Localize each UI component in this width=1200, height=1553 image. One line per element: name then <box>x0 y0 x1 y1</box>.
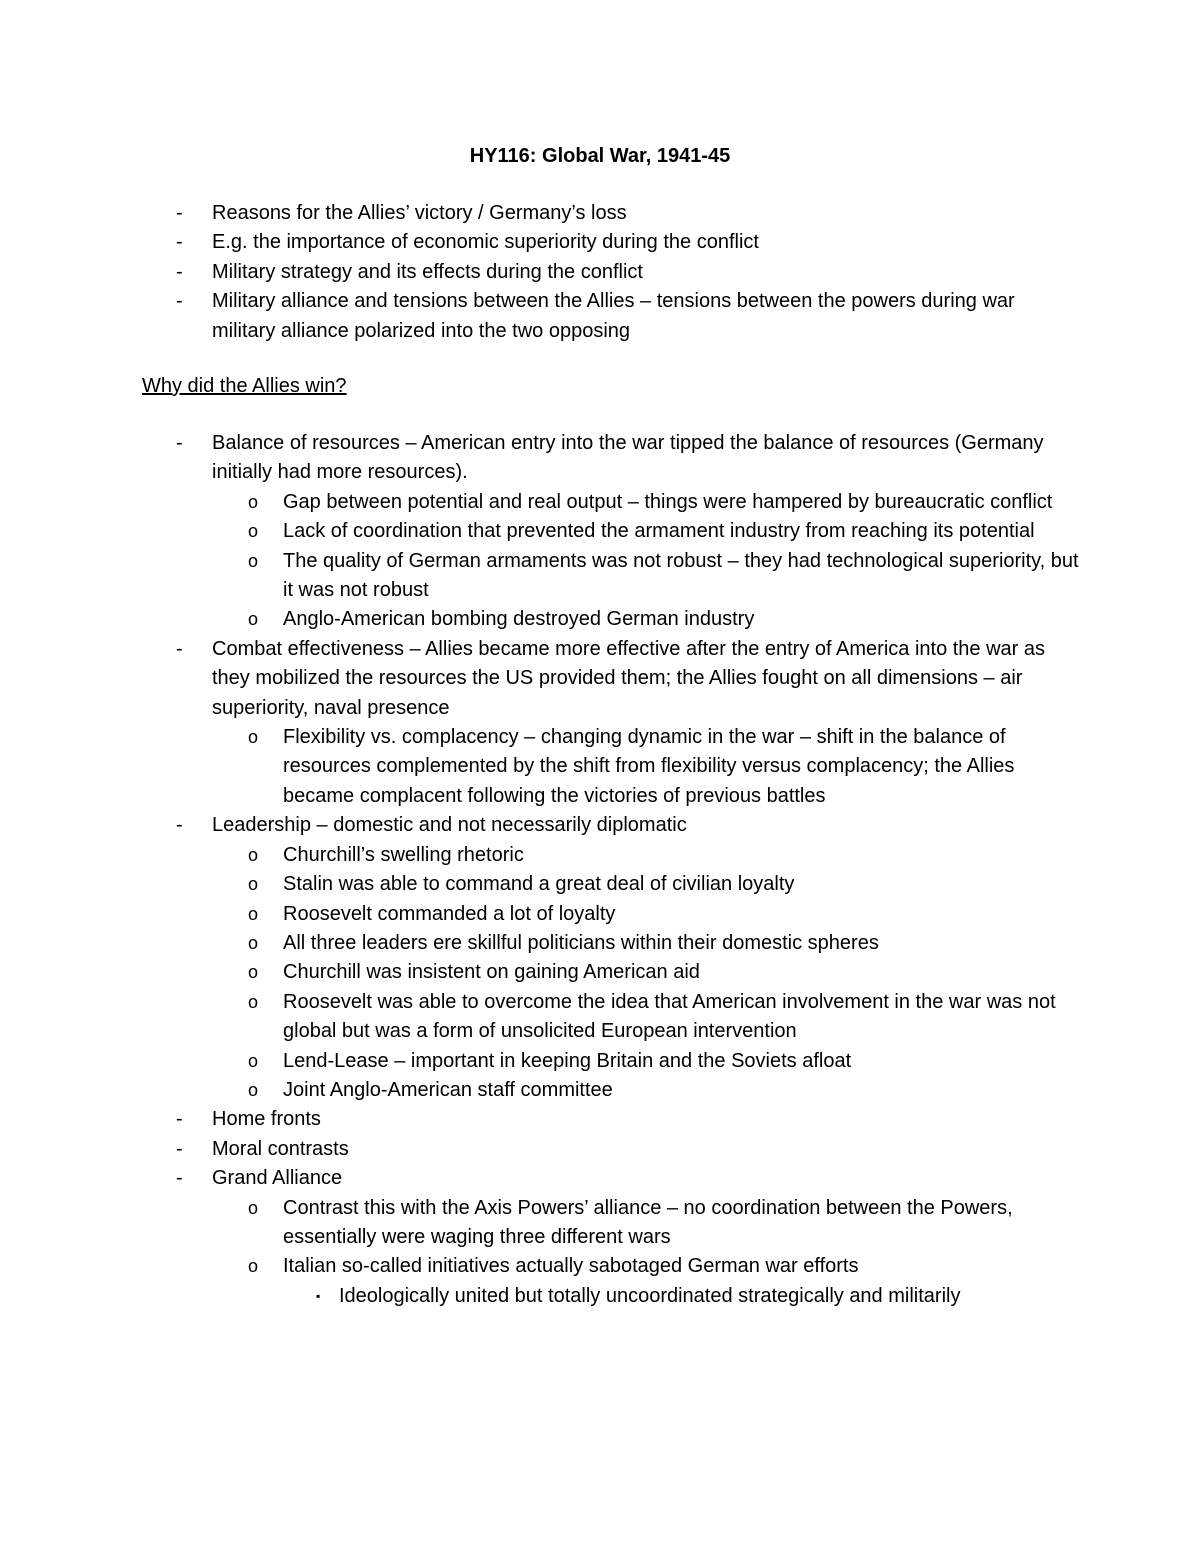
circle-bullet-icon: o <box>248 874 259 895</box>
dash-bullet: - <box>176 814 183 837</box>
list-item-text: Lend-Lease – important in keeping Britain and the Soviets afloat <box>283 1049 852 1072</box>
list-item-text: Combat effectiveness – Allies became more effective after the entry of America into the war as they mobilized the resources the US provided them; the Allies fought on all dimensions – air superiority, naval presence <box>212 637 1046 719</box>
list-item-text: Flexibility vs. complacency – changing dynamic in the war – shift in the balance of resources complemented by the shift from flexibility versus complacency; the Allies became complacent following the victories of previous battles <box>283 726 1015 807</box>
list-item <box>142 1252 1082 1281</box>
list-item-text: Leadership – domestic and not necessarily diplomatic <box>212 814 687 837</box>
list-item <box>142 1194 1082 1253</box>
dash-bullet: - <box>176 290 183 313</box>
circle-bullet-icon: o <box>248 1256 259 1277</box>
list-item-text: E.g. the importance of economic superiority during the conflict <box>212 231 759 254</box>
circle-bullet-icon: o <box>248 962 259 983</box>
list-item-text: Military strategy and its effects during the conflict <box>212 260 643 283</box>
circle-bullet-icon: o <box>248 991 259 1012</box>
list-item-text: Joint Anglo-American staff committee <box>283 1078 613 1101</box>
dash-bullet: - <box>176 432 183 454</box>
circle-bullet-icon: o <box>248 609 259 630</box>
list-item <box>142 841 1082 870</box>
list-item <box>142 199 1082 228</box>
dash-bullet: - <box>176 202 183 224</box>
list-item-text: Roosevelt commanded a lot of loyalty <box>283 902 616 925</box>
list-item-text: Contrast this with the Axis Powers’ alliance – no coordination between the Powers, essentially were waging three different wars <box>283 1196 1013 1248</box>
list-item-text: Gap between potential and real output – things were hampered by bureaucratic conflict <box>283 490 1053 513</box>
list-item <box>142 1135 1082 1164</box>
list-item-text: Anglo-American bombing destroyed German industry <box>283 608 755 631</box>
list-item <box>142 517 1082 546</box>
list-item <box>142 488 1082 517</box>
square-bullet-icon: ▪ <box>316 1288 321 1303</box>
list-item <box>142 1164 1082 1193</box>
circle-bullet-icon: o <box>248 1197 259 1218</box>
dash-bullet: - <box>176 1167 183 1190</box>
list-item-text: Moral contrasts <box>212 1137 349 1160</box>
dash-bullet: - <box>176 1137 183 1160</box>
list-item <box>142 723 1082 811</box>
circle-bullet-icon: o <box>248 521 259 542</box>
list-item <box>142 228 1082 257</box>
circle-bullet-icon: o <box>248 1050 259 1071</box>
dash-bullet: - <box>176 231 183 254</box>
list-item <box>142 258 1082 287</box>
circle-bullet-icon: o <box>248 1079 259 1100</box>
section-heading: Why did the Allies win? <box>142 375 347 397</box>
list-item <box>142 929 1082 958</box>
dash-bullet: - <box>176 260 183 283</box>
list-item <box>142 635 1082 723</box>
list-item-text: Italian so-called initiatives actually sabotaged German war efforts <box>283 1255 859 1278</box>
circle-bullet-icon: o <box>248 727 259 748</box>
list-item <box>142 287 1082 346</box>
circle-bullet-icon: o <box>248 932 259 953</box>
circle-bullet-icon: o <box>248 844 259 865</box>
list-item-text: All three leaders ere skillful politicians within their domestic spheres <box>283 931 879 954</box>
circle-bullet-icon: o <box>248 550 259 571</box>
list-item <box>142 605 1082 634</box>
list-item-text: Churchill’s swelling rhetoric <box>283 843 524 866</box>
list-item-text: Balance of resources – American entry into the war tipped the balance of resources (Germany initially had more resources). <box>212 432 1044 484</box>
document-title: HY116: Global War, 1941-45 <box>469 145 731 167</box>
list-item-text: Churchill was insistent on gaining American aid <box>283 961 700 984</box>
list-item <box>142 1105 1082 1134</box>
dash-bullet: - <box>176 1108 183 1131</box>
list-item <box>142 958 1082 987</box>
main-list <box>142 429 1082 1311</box>
list-item-text: Roosevelt was able to overcome the idea that American involvement in the war was not global but was a form of unsolicited European intervention <box>283 990 1056 1043</box>
list-item-text: Grand Alliance <box>212 1167 343 1190</box>
list-item <box>142 429 1082 488</box>
list-item <box>142 547 1082 606</box>
list-item <box>142 811 1082 840</box>
list-item-text: Military alliance and tensions between the Allies – tensions between the powers during war military alliance polarized into the two opposing <box>212 290 1015 342</box>
list-item <box>142 1076 1082 1105</box>
list-item <box>142 900 1082 929</box>
list-item <box>142 988 1082 1047</box>
circle-bullet-icon: o <box>248 491 259 512</box>
intro-list <box>142 199 1082 346</box>
list-item-text: Ideologically united but totally uncoordinated strategically and militarily <box>339 1284 961 1307</box>
list-item-text: Reasons for the Allies’ victory / Germany’s loss <box>212 202 627 224</box>
list-item-text: Home fronts <box>212 1108 321 1131</box>
list-item-text: Lack of coordination that prevented the armament industry from reaching its potential <box>283 520 1035 543</box>
list-item <box>142 870 1082 899</box>
dash-bullet: - <box>176 637 183 660</box>
circle-bullet-icon: o <box>248 903 259 924</box>
list-item-text: The quality of German armaments was not robust – they had technological superiority, but it was not robust <box>283 549 1079 602</box>
list-item <box>142 1282 1082 1311</box>
list-item-text: Stalin was able to command a great deal of civilian loyalty <box>283 873 795 896</box>
list-item <box>142 1047 1082 1076</box>
